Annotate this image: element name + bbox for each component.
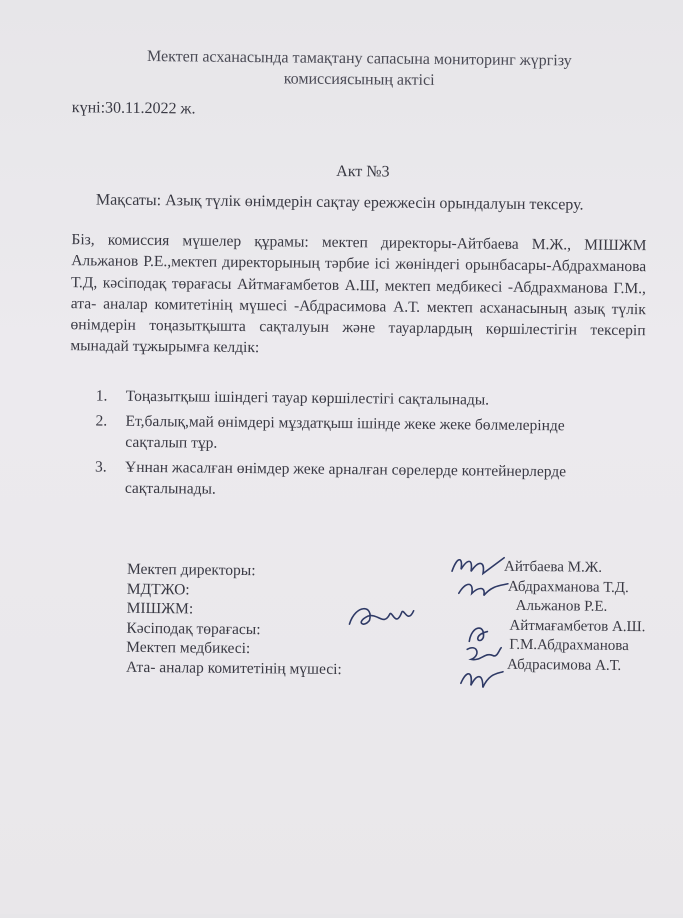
- role-director: Мектеп директоры:: [126, 560, 256, 580]
- finding-text: Ұннан жасалған өнімдер жеке арналған сөрелерде контейнерлерде сақталынады.: [124, 458, 567, 498]
- role-parent-committee: Ата- аналар комитетінің мүшесі:: [125, 658, 342, 678]
- goal-statement: Мақсаты: Азық түлік өнімдерін сақтау ережжесін орындалуын тексеру.: [95, 191, 584, 214]
- name-nurse: Г.М.Абдрахманова: [509, 636, 629, 655]
- commission-body-text: Біз, комиссия мүшелер құрамы: мектеп директоры-Айтбаева М.Ж., МІШЖМ Альжанов Р.Е.,мектеп директорының тәрбие ісі жөніндегі орынбасары-Абдрахманова Т.Д, кәсіподақ төрағасы Айтмағамбетов А.Ш, мектеп медбикесі -Абдрахманова Г.М., ата- аналар комитетінің мүшесі -Абдрасимова А.Т. мектеп асханасының азық түлік өнімдерін тоңазытқышта сақталуын және тауарлардың көршілестігін тексеріп мынадай тұжырымға келдік:: [70, 231, 647, 357]
- finding-item: [95, 410, 625, 458]
- role-deputy: МДТЖО:: [126, 580, 190, 598]
- name-parent-committee: Абдрасимова А.Т.: [506, 656, 622, 674]
- document-date: күні:30.11.2022 ж.: [71, 99, 196, 118]
- name-union-chair: Айтмағамбетов А.Ш.: [509, 617, 646, 635]
- finding-item: [95, 456, 625, 504]
- role-mishzhm: МІШЖМ:: [126, 599, 194, 618]
- name-mishzhm: Альжанов Р.Е.: [515, 597, 608, 615]
- finding-text: Тоңазытқыш ішіндегі тауар көршілестігі сақталынады.: [125, 387, 490, 409]
- name-director: Айтбаева М.Ж.: [503, 558, 603, 576]
- document-title: [119, 46, 599, 93]
- finding-number: 2.: [95, 412, 108, 430]
- finding-number: 3.: [95, 458, 107, 476]
- signature-deputy-icon: [456, 577, 511, 604]
- role-union-chair: Кәсіподақ төрағасы:: [126, 619, 261, 638]
- signature-parent-committee-icon: [457, 663, 507, 696]
- title-line-1: Мектеп асханасында тамақтану сапасына мониторинг жүргізу: [146, 47, 572, 70]
- act-number: Акт №3: [336, 162, 390, 181]
- signatory-roles: [126, 560, 343, 679]
- finding-number: 1.: [95, 387, 108, 405]
- finding-text: Ет,балық,май өнімдері мұздатқыш ішінде жеке жеке бөлмелерінде сақталып тұр.: [125, 412, 565, 452]
- title-line-2: комиссиясының актісі: [283, 70, 435, 89]
- findings-list: [95, 385, 626, 508]
- name-deputy: Абдрахманова Т.Д.: [507, 578, 629, 596]
- signature-mishzhm-icon: [343, 598, 415, 639]
- role-nurse: Мектеп медбикесі:: [126, 638, 251, 658]
- signatory-names: [493, 558, 646, 677]
- finding-item: [96, 385, 626, 412]
